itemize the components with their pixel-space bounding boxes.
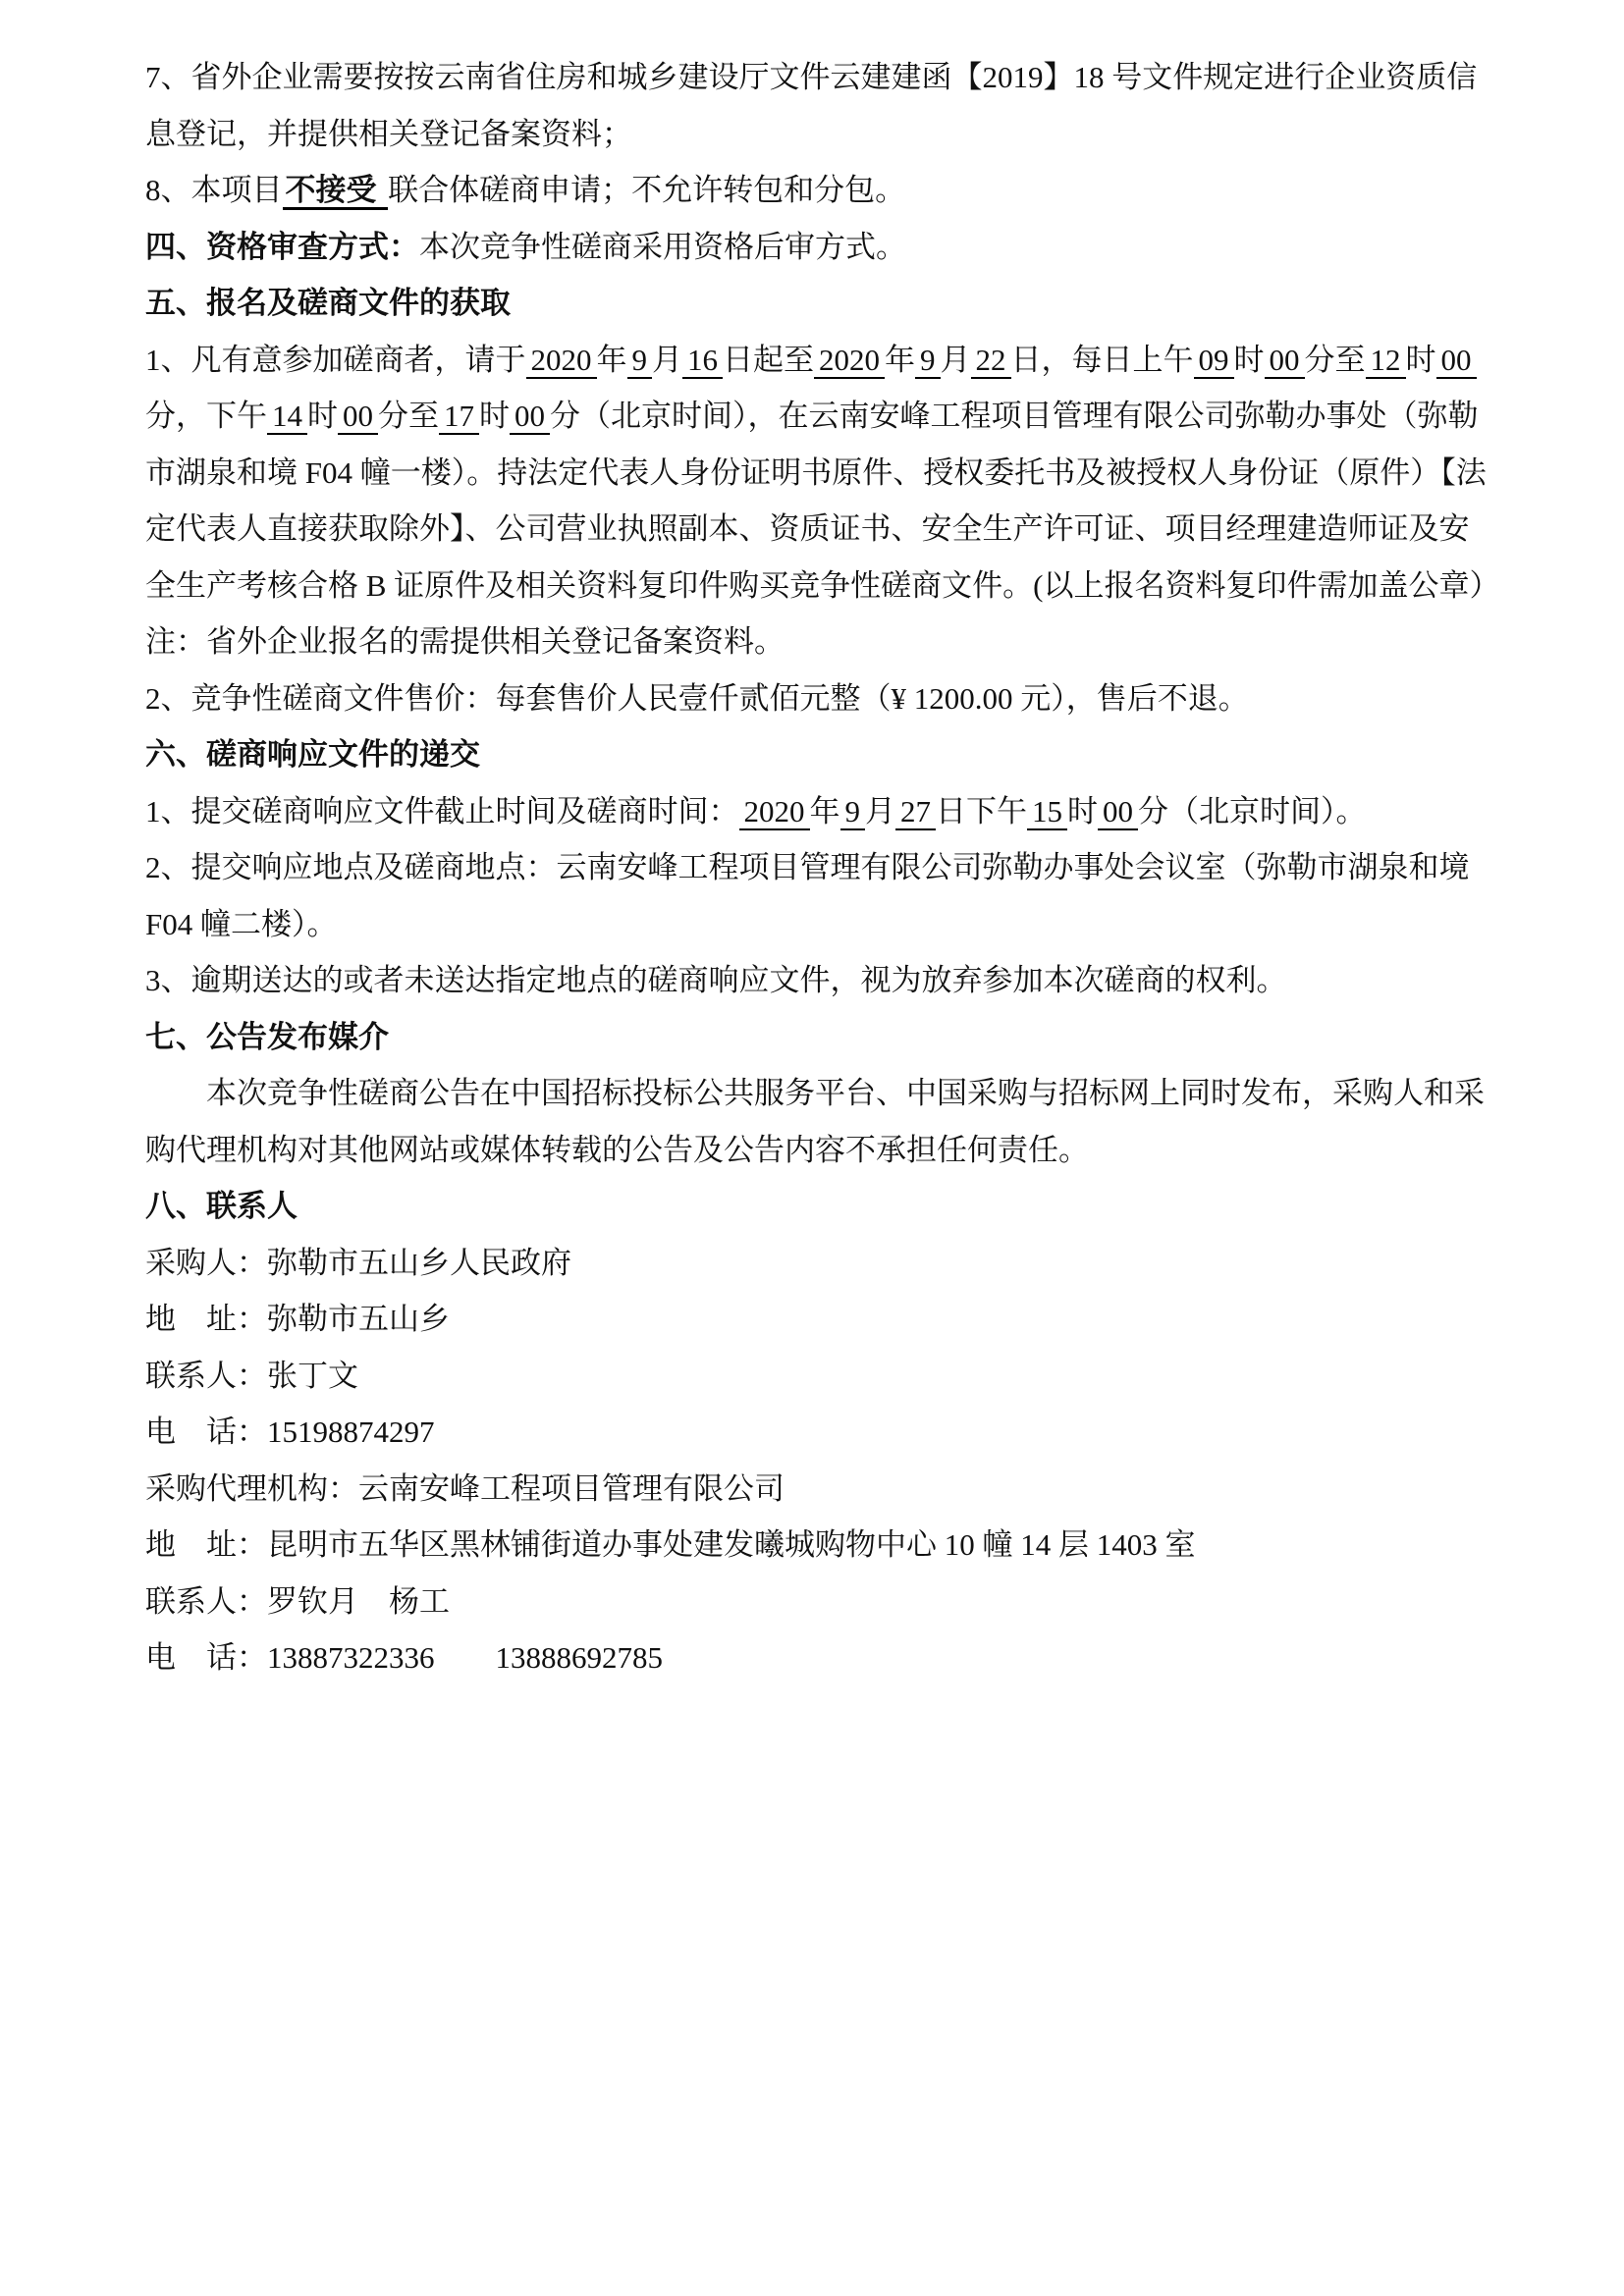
underlined-value: 9	[627, 343, 653, 379]
text-run: 日起至	[723, 342, 814, 377]
bold-underlined-text: 不接受	[283, 173, 389, 210]
section-6-item-3	[145, 952, 1490, 1009]
text-run: 本次竞争性磋商公告在中国招标投标公共服务平台、中国采购与招标网上同时发布，采购人和采购代理机构对其他网站或媒体转载的公告及公告内容不承担任何责任。	[145, 1076, 1485, 1167]
text-run: 年	[596, 342, 627, 377]
section-5-heading	[145, 275, 1490, 332]
underlined-value: 2020	[739, 794, 810, 830]
purchaser-contact-line	[145, 1348, 1490, 1405]
purchaser-phone-line	[145, 1404, 1490, 1461]
list-item-8	[145, 162, 1490, 219]
section-5-item-1	[145, 332, 1490, 670]
bold-text: 四、资格审查方式：	[145, 229, 419, 264]
section-8-heading	[145, 1178, 1490, 1235]
text-run: 电 话：13887322336 13888692785	[145, 1640, 663, 1675]
purchaser-address-line	[145, 1291, 1490, 1348]
text-run: 日下午	[936, 793, 1027, 828]
underlined-value: 22	[971, 343, 1011, 379]
section-4-qualification-review	[145, 219, 1490, 276]
underlined-value: 00	[1098, 794, 1138, 830]
underlined-value: 09	[1194, 343, 1234, 379]
text-run: 7、省外企业需要按按云南省住房和城乡建设厅文件云建建函【2019】18 号文件规定进行企业资质信息登记，并提供相关登记备案资料；	[145, 60, 1478, 151]
underlined-value: 00	[1265, 343, 1305, 379]
text-run: 年	[809, 793, 840, 828]
underlined-value: 2020	[814, 343, 885, 379]
text-run: 电 话：15198874297	[145, 1415, 435, 1449]
underlined-value: 00	[510, 399, 550, 435]
bold-text: 八、联系人	[145, 1189, 298, 1223]
section-6-item-2	[145, 839, 1490, 952]
text-run: 时	[307, 399, 338, 433]
agency-phone-line	[145, 1629, 1490, 1686]
underlined-value: 9	[840, 794, 866, 830]
text-run: 分至	[1304, 342, 1366, 377]
text-run: 2、提交响应地点及磋商地点：云南安峰工程项目管理有限公司弥勒办事处会议室（弥勒市湖泉和境 F04 幢二楼）。	[145, 850, 1478, 941]
document-body	[145, 49, 1490, 1686]
text-run: 本次竞争性磋商采用资格后审方式。	[419, 229, 906, 264]
underlined-value: 00	[1436, 343, 1477, 379]
underlined-value: 15	[1027, 794, 1067, 830]
text-run: 1、提交磋商响应文件截止时间及磋商时间：	[145, 793, 739, 828]
section-7-paragraph	[145, 1065, 1490, 1178]
section-5-item-2	[145, 670, 1490, 727]
text-run: 月	[940, 342, 971, 377]
section-6-heading	[145, 726, 1490, 783]
text-run: 时	[1405, 342, 1436, 377]
text-run: 分，下午	[145, 399, 267, 433]
text-run: 时	[1233, 342, 1265, 377]
section-6-item-1	[145, 783, 1490, 840]
text-run: 8、本项目	[145, 173, 283, 207]
text-run: 分（北京时间），在云南安峰工程项目管理有限公司弥勒办事处（弥勒市湖泉和境 F04 幢一楼）。持法定代表人身份证明书原件、授权委托书及被授权人身份证（原件）【法定代表人直接获取除外】、公司营业执照副本、资质证书、安全生产许可证、项目经理建造师证及安全生产考核合格 B 证原件及相关资料复印件购买竞争性磋商文件。(以上报名资料复印件需加盖公章）注：省外企业报名的需提供相关登记备案资料。	[145, 399, 1487, 659]
section-7-heading	[145, 1009, 1490, 1066]
underlined-value: 17	[439, 399, 479, 435]
text-run: 时	[1067, 793, 1098, 828]
bold-text: 七、公告发布媒介	[145, 1019, 389, 1054]
underlined-value: 27	[895, 794, 936, 830]
agency-contact-line	[145, 1574, 1490, 1630]
text-run: 联合体磋商申请；不允许转包和分包。	[388, 173, 906, 207]
underlined-value: 12	[1366, 343, 1406, 379]
underlined-value: 2020	[526, 343, 597, 379]
text-run: 2、竞争性磋商文件售价：每套售价人民壹仟贰佰元整（¥ 1200.00 元），售后不退。	[145, 680, 1249, 716]
agency-line	[145, 1461, 1490, 1518]
text-run: 联系人：罗钦月 杨工	[145, 1583, 450, 1619]
underlined-value: 14	[267, 399, 307, 435]
bold-text: 六、磋商响应文件的递交	[145, 737, 480, 772]
text-run: 采购代理机构：云南安峰工程项目管理有限公司	[145, 1470, 785, 1506]
text-run: 地 址：弥勒市五山乡	[145, 1302, 450, 1336]
text-run: 3、逾期送达的或者未送达指定地点的磋商响应文件，视为放弃参加本次磋商的权利。	[145, 963, 1287, 997]
text-run: 日，每日上午	[1010, 342, 1194, 377]
underlined-value: 16	[682, 343, 723, 379]
text-run: 月	[865, 793, 895, 828]
agency-address-line	[145, 1517, 1490, 1574]
list-item-7	[145, 49, 1490, 162]
text-run: 联系人：张丁文	[145, 1358, 358, 1393]
text-run: 时	[479, 399, 510, 433]
text-run: 分（北京时间）。	[1138, 793, 1367, 828]
underlined-value: 00	[338, 399, 378, 435]
text-run: 1、凡有意参加磋商者，请于	[145, 342, 526, 377]
bold-text: 五、报名及磋商文件的获取	[145, 286, 511, 320]
text-run: 分至	[378, 399, 439, 433]
text-run: 月	[652, 342, 682, 377]
text-run: 地 址：昆明市五华区黑林铺街道办事处建发曦城购物中心 10 幢 14 层 1403 室	[145, 1527, 1196, 1562]
text-run: 采购人：弥勒市五山乡人民政府	[145, 1245, 571, 1280]
purchaser-line	[145, 1235, 1490, 1292]
text-run: 年	[885, 342, 915, 377]
underlined-value: 9	[915, 343, 941, 379]
